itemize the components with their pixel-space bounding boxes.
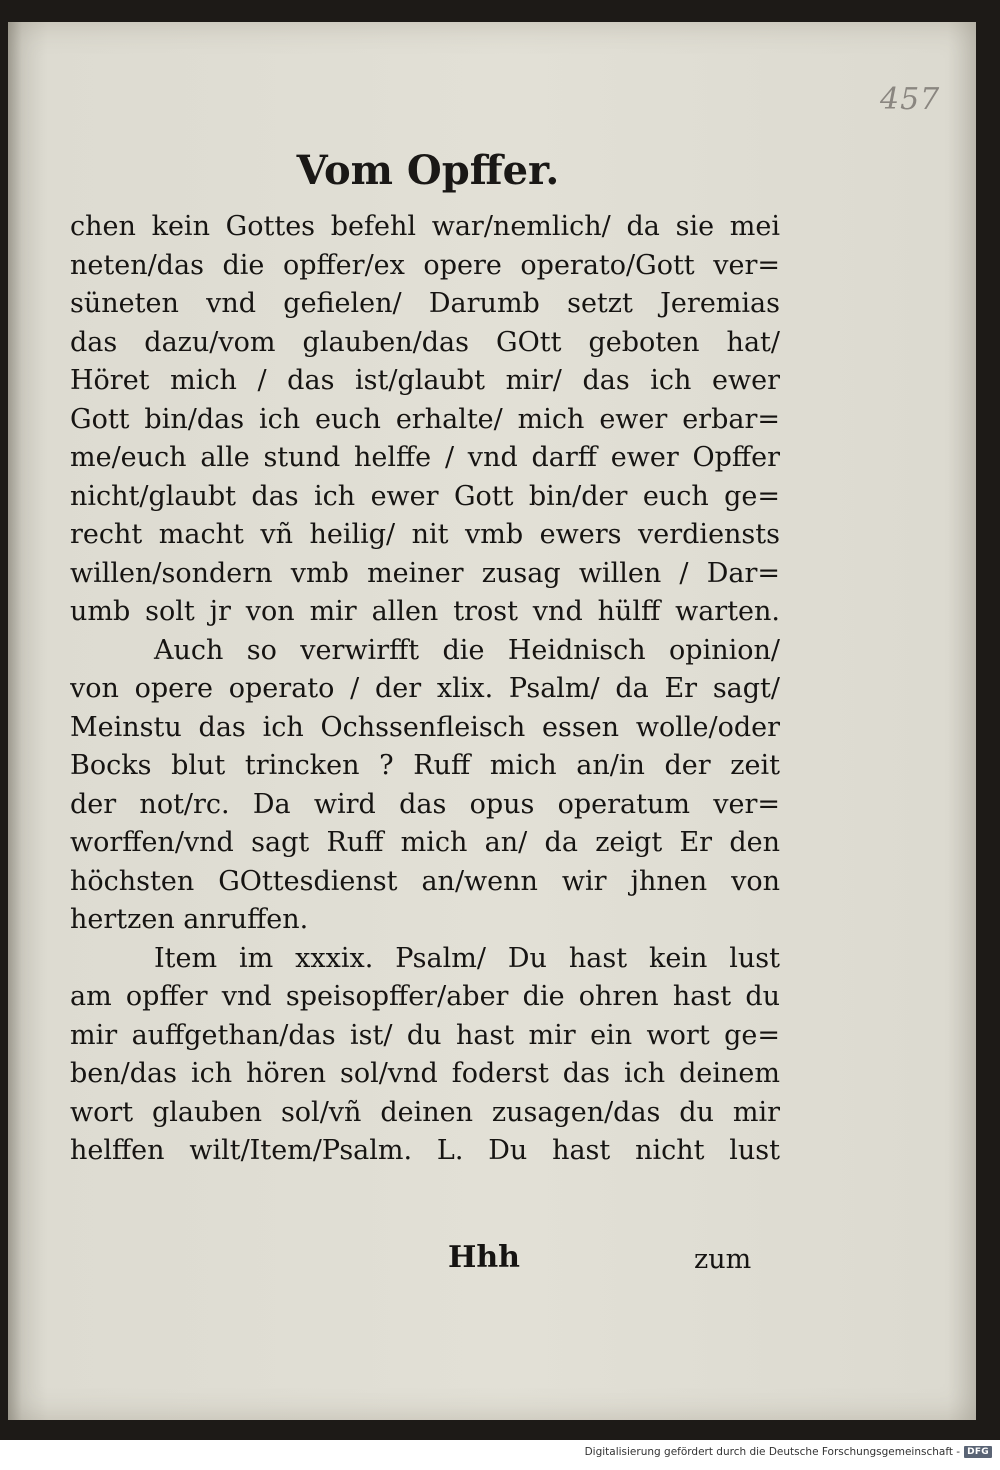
text-line: Auch so verwirfft die Heidnisch opinion/ xyxy=(154,634,780,666)
text-line: Höret mich / das ist/glaubt mir/ das ich ewer xyxy=(70,365,780,396)
text-line: hertzen anruffen. xyxy=(70,904,309,935)
catchword: zum xyxy=(694,1244,752,1275)
text-line: der not/rc. Da wird das opus operatum ver= xyxy=(70,788,780,820)
text-line: Item im xxxix. Psalm/ Du hast kein lust xyxy=(154,942,780,974)
text-line: helffen wilt/Item/Psalm. L. Du hast nicht lust xyxy=(70,1135,780,1166)
text-line: mir auffgethan/das ist/ du hast mir ein wort ge= xyxy=(70,1019,780,1051)
text-line: neten/das die opffer/ex opere operato/Gott ver= xyxy=(70,249,780,281)
text-line: am opffer vnd speisopffer/aber die ohren hast du xyxy=(70,981,780,1012)
text-line: worffen/vnd sagt Ruff mich an/ da zeigt Er den xyxy=(70,827,780,858)
text-line: recht macht vñ heilig/ nit vmb ewers verdiensts xyxy=(70,519,780,550)
text-line: Bocks blut trincken ? Ruff mich an/in der zeit xyxy=(70,750,780,781)
credit-text: Digitalisierung gefördert durch die Deutsche Forschungsgemeinschaft - xyxy=(584,1446,961,1458)
funding-credit xyxy=(585,1446,992,1458)
text-line: umb solt jr von mir allen trost vnd hülff warten. xyxy=(70,596,780,627)
text-line: nicht/glaubt das ich ewer Gott bin/der euch ge= xyxy=(70,480,780,512)
text-line: Gott bin/das ich euch erhalte/ mich ewer erbar= xyxy=(70,403,780,435)
page-footer xyxy=(8,1240,848,1284)
text-line: das dazu/vom glauben/das GOtt geboten hat/ xyxy=(70,326,780,358)
text-line: wort glauben sol/vñ deinen zusagen/das du mir xyxy=(70,1096,780,1128)
dfg-logo-icon: DFG xyxy=(964,1446,992,1458)
text-line: willen/sondern vmb meiner zusag willen / Dar= xyxy=(70,557,780,589)
text-line: süneten vnd gefielen/ Darumb setzt Jeremias xyxy=(70,288,780,319)
text-block xyxy=(70,208,780,1171)
text-line: höchsten GOttesdienst an/wenn wir jhnen von xyxy=(70,865,780,897)
text-line: chen kein Gottes befehl war/nemlich/ da sie mei xyxy=(70,211,780,242)
text-line: me/euch alle stund helffe / vnd darff ewer Opffer xyxy=(70,442,780,473)
text-line: Meinstu das ich Ochssenfleisch essen wolle/oder xyxy=(70,711,780,743)
folio-number: 457 xyxy=(880,82,941,117)
text-line: ben/das ich hören sol/vnd foderst das ich deinem xyxy=(70,1058,780,1089)
signature-mark: Hhh xyxy=(448,1240,520,1275)
book-page xyxy=(8,22,976,1420)
running-head: Vom Opffer. xyxy=(296,147,560,194)
text-line: von opere operato / der xlix. Psalm/ da Er sagt/ xyxy=(70,673,780,704)
